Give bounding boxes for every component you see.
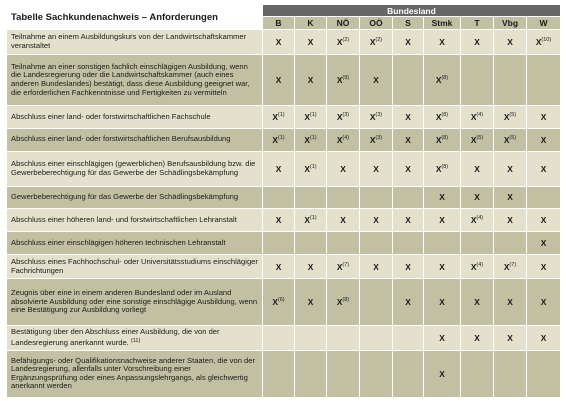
cell-stmk <box>424 186 461 209</box>
check-mark: X <box>307 75 314 85</box>
cell-t <box>461 209 494 232</box>
table-row <box>7 128 561 151</box>
requirement-text: Teilnahme an einem Ausbildungskurs von der Landwirtschaftskammer veranstaltet <box>11 32 247 50</box>
cell-vbg <box>494 209 527 232</box>
footnote-marker: (1) <box>309 112 317 119</box>
check-mark: X <box>470 261 477 272</box>
footnote-marker: (4) <box>476 112 484 119</box>
check-mark: X <box>540 112 547 123</box>
check-mark: X <box>439 261 445 272</box>
check-mark: X <box>474 163 480 174</box>
requirement-label <box>7 350 263 397</box>
cell-t <box>461 54 494 106</box>
cell-nö <box>327 54 360 106</box>
check-mark: X <box>439 36 445 47</box>
check-mark: X <box>507 36 513 47</box>
cell-vbg <box>494 128 527 151</box>
cell-nö <box>327 350 360 397</box>
cell-vbg <box>494 254 527 279</box>
check-mark: X <box>272 112 278 123</box>
cell-oö <box>360 106 393 129</box>
cell-oö <box>360 151 393 186</box>
cell-nö <box>327 30 360 55</box>
cell-stmk <box>424 350 461 397</box>
check-mark: X <box>336 36 343 47</box>
requirement-text: Abschluss einer höheren land- und forstwirtschaftlichen Lehranstalt <box>11 214 237 224</box>
footnote-marker: (2) <box>342 36 350 43</box>
cell-s <box>393 128 424 151</box>
check-mark: X <box>405 297 411 308</box>
requirement-text: Abschluss einer einschlägigen (gewerblichen) Berufsausbildung bzw. die Gewerbeberechtigung für das Gewerbe der Schädlingsbekämpfung <box>11 159 256 177</box>
cell-oö <box>360 350 393 397</box>
cell-nö <box>327 325 360 350</box>
requirement-text: Teilnahme an einer sonstigen fachlich einschlägigen Ausbildung, wenn die Landesregierung oder die Landwirtschaftskammer (auch eines anderen Bundeslandes) bestätigt, dass diese Ausbildung geeignet war, die erforderlichen Fachkenntnisse und Fertigkeiten zu vermitteln <box>11 61 250 97</box>
footnote-marker: (8) <box>441 134 449 141</box>
cell-w <box>527 232 561 255</box>
cell-t <box>461 350 494 397</box>
requirement-text: Abschluss eines Fachhochschul- oder Universitätsstudiums einschlägiger Fachrichtungen <box>11 256 258 275</box>
check-mark: X <box>503 112 510 123</box>
cell-s <box>393 232 424 255</box>
footnote-marker: (7) <box>342 261 350 268</box>
check-mark: X <box>435 134 442 145</box>
cell-vbg <box>494 350 527 397</box>
footnote-marker: (8) <box>342 297 350 304</box>
check-mark: X <box>369 36 376 47</box>
check-mark: X <box>507 332 513 343</box>
table-row <box>7 54 561 106</box>
cell-nö <box>327 128 360 151</box>
check-mark: X <box>474 36 480 47</box>
check-mark: X <box>507 297 513 308</box>
requirement-label <box>7 325 263 350</box>
check-mark: X <box>336 75 343 85</box>
cell-oö <box>360 30 393 55</box>
footnote-marker: (4) <box>476 261 484 268</box>
check-mark: X <box>503 134 510 145</box>
check-mark: X <box>336 134 343 145</box>
requirement-label <box>7 186 263 209</box>
check-mark: X <box>275 215 282 226</box>
check-mark: X <box>369 112 376 123</box>
footnote-marker: (11) <box>130 337 141 344</box>
cell-stmk <box>424 209 461 232</box>
cell-oö <box>360 279 393 325</box>
footnote-marker: (8) <box>441 112 449 119</box>
table-row <box>7 279 561 325</box>
table-row <box>7 186 561 209</box>
cell-w <box>527 209 561 232</box>
footnote-marker: (8) <box>441 75 449 81</box>
footnote-marker: (2) <box>375 36 383 43</box>
check-mark: X <box>275 75 282 85</box>
cell-k <box>295 325 327 350</box>
cell-stmk <box>424 151 461 186</box>
cell-s <box>393 254 424 279</box>
footnote-marker: (3) <box>375 112 383 119</box>
cell-k <box>295 209 327 232</box>
requirement-label <box>7 128 263 151</box>
cell-s <box>393 350 424 397</box>
footnote-marker: (9) <box>342 75 350 81</box>
check-mark: X <box>474 297 480 308</box>
requirement-label <box>7 151 263 186</box>
cell-k <box>295 350 327 397</box>
cell-stmk <box>424 128 461 151</box>
cell-t <box>461 186 494 209</box>
cell-vbg <box>494 186 527 209</box>
requirement-text: Gewerbeberechtigung für das Gewerbe der Schädlingsbekämpfung <box>11 192 239 202</box>
cell-s <box>393 186 424 209</box>
footnote-marker: (3) <box>375 134 383 141</box>
cell-b <box>263 186 295 209</box>
check-mark: X <box>439 215 445 226</box>
cell-oö <box>360 128 393 151</box>
column-header: B <box>263 17 295 30</box>
cell-t <box>461 254 494 279</box>
check-mark: X <box>336 261 343 272</box>
footnote-marker: (5) <box>509 112 517 119</box>
cell-nö <box>327 106 360 129</box>
cell-vbg <box>494 54 527 106</box>
cell-t <box>461 279 494 325</box>
requirement-label <box>7 209 263 232</box>
check-mark: X <box>336 112 343 123</box>
check-mark: X <box>405 261 411 272</box>
cell-oö <box>360 209 393 232</box>
check-mark: X <box>540 261 547 272</box>
cell-t <box>461 128 494 151</box>
cell-k <box>295 232 327 255</box>
requirement-label <box>7 106 263 129</box>
column-header: OÖ <box>360 17 393 30</box>
requirements-table <box>6 4 561 398</box>
cell-b <box>263 254 295 279</box>
cell-stmk <box>424 279 461 325</box>
cell-nö <box>327 254 360 279</box>
cell-b <box>263 325 295 350</box>
table-title: Tabelle Sachkundenachweis – Anforderungen <box>7 5 263 30</box>
cell-s <box>393 325 424 350</box>
table-row <box>7 350 561 397</box>
cell-vbg <box>494 325 527 350</box>
check-mark: X <box>373 163 379 174</box>
check-mark: X <box>405 36 411 47</box>
requirement-label <box>7 30 263 55</box>
requirement-text: Bestätigung über den Abschluss einer Ausbildung, die von der Landesregierung anerkannt wurde. <box>11 327 220 347</box>
cell-w <box>527 128 561 151</box>
footnote-marker: (4) <box>476 215 484 222</box>
check-mark: X <box>304 134 310 145</box>
requirement-text: Abschluss einer einschlägigen höheren technischen Lehranstalt <box>11 237 226 247</box>
cell-t <box>461 325 494 350</box>
check-mark: X <box>405 134 411 145</box>
check-mark: X <box>503 261 510 272</box>
footnote-marker: (4) <box>342 134 350 141</box>
check-mark: X <box>470 112 477 123</box>
check-mark: X <box>439 192 445 203</box>
check-mark: X <box>340 215 346 226</box>
check-mark: X <box>439 332 445 343</box>
cell-k <box>295 254 327 279</box>
requirement-label <box>7 254 263 279</box>
cell-oö <box>360 325 393 350</box>
cell-t <box>461 151 494 186</box>
footnote-marker: (1) <box>309 163 317 170</box>
check-mark: X <box>373 215 379 226</box>
check-mark: X <box>405 163 411 174</box>
table-row <box>7 30 561 55</box>
cell-w <box>527 279 561 325</box>
cell-s <box>393 151 424 186</box>
check-mark: X <box>540 237 547 248</box>
column-header: Stmk <box>424 17 461 30</box>
cell-nö <box>327 186 360 209</box>
cell-nö <box>327 151 360 186</box>
footnote-marker: (7) <box>509 261 517 268</box>
requirement-text: Abschluss einer land- oder forstwirtschaftlichen Fachschule <box>11 111 211 121</box>
footnote-marker: (1) <box>277 112 285 119</box>
cell-b <box>263 106 295 129</box>
footnote-marker: (5) <box>476 134 484 141</box>
cell-k <box>295 30 327 55</box>
column-header: W <box>527 17 561 30</box>
check-mark: X <box>507 192 513 203</box>
table-row <box>7 232 561 255</box>
check-mark: X <box>275 163 282 174</box>
table-row <box>7 151 561 186</box>
cell-stmk <box>424 30 461 55</box>
footnote-marker: (6) <box>277 297 285 304</box>
table-body <box>7 30 561 398</box>
footnote-marker: (3) <box>342 112 350 119</box>
cell-w <box>527 54 561 106</box>
check-mark: X <box>307 36 314 47</box>
footnote-marker: (5) <box>509 134 517 141</box>
check-mark: X <box>275 261 282 272</box>
footnote-marker: (8) <box>441 163 449 170</box>
requirement-text: Zeugnis über eine in einem anderen Bundesland oder im Ausland absolvierte Ausbildung oder eine sonstige einschlägige Ausbildung, wenn eine Bestätigung zur Ausbildung vorliegt <box>11 288 258 315</box>
check-mark: X <box>405 215 411 226</box>
cell-oö <box>360 232 393 255</box>
cell-w <box>527 186 561 209</box>
cell-w <box>527 30 561 55</box>
cell-t <box>461 30 494 55</box>
cell-w <box>527 151 561 186</box>
cell-nö <box>327 232 360 255</box>
cell-w <box>527 325 561 350</box>
requirement-text: Abschluss einer land- oder forstwirtschaftlichen Berufsausbildung <box>11 134 231 144</box>
check-mark: X <box>540 134 547 145</box>
check-mark: X <box>474 332 480 343</box>
cell-b <box>263 232 295 255</box>
check-mark: X <box>307 261 314 272</box>
cell-s <box>393 106 424 129</box>
check-mark: X <box>405 112 411 123</box>
check-mark: X <box>369 134 376 145</box>
check-mark: X <box>439 297 445 308</box>
requirement-label <box>7 232 263 255</box>
cell-vbg <box>494 232 527 255</box>
cell-oö <box>360 186 393 209</box>
check-mark: X <box>304 112 310 123</box>
check-mark: X <box>373 261 379 272</box>
column-header: K <box>295 17 327 30</box>
cell-k <box>295 186 327 209</box>
table-row <box>7 209 561 232</box>
cell-b <box>263 151 295 186</box>
cell-stmk <box>424 254 461 279</box>
cell-k <box>295 151 327 186</box>
check-mark: X <box>435 112 442 123</box>
check-mark: X <box>540 163 547 174</box>
cell-t <box>461 106 494 129</box>
column-header: NÖ <box>327 17 360 30</box>
cell-w <box>527 254 561 279</box>
cell-s <box>393 30 424 55</box>
check-mark: X <box>540 332 547 343</box>
table-row <box>7 325 561 350</box>
check-mark: X <box>470 134 477 145</box>
cell-w <box>527 106 561 129</box>
cell-stmk <box>424 232 461 255</box>
cell-s <box>393 54 424 106</box>
cell-b <box>263 128 295 151</box>
check-mark: X <box>540 215 547 226</box>
check-mark: X <box>470 215 477 226</box>
requirement-label <box>7 279 263 325</box>
column-header: Vbg <box>494 17 527 30</box>
cell-vbg <box>494 279 527 325</box>
check-mark: X <box>435 75 442 85</box>
check-mark: X <box>272 297 278 308</box>
table-row <box>7 106 561 129</box>
check-mark: X <box>340 163 346 174</box>
cell-w <box>527 350 561 397</box>
footnote-marker: (1) <box>309 134 317 141</box>
column-header: T <box>461 17 494 30</box>
requirement-label <box>7 54 263 106</box>
group-header: Bundesland <box>263 5 561 17</box>
cell-vbg <box>494 151 527 186</box>
cell-b <box>263 209 295 232</box>
check-mark: X <box>507 163 513 174</box>
check-mark: X <box>272 134 278 145</box>
cell-stmk <box>424 325 461 350</box>
check-mark: X <box>435 163 442 174</box>
cell-t <box>461 232 494 255</box>
requirement-text: Befähigungs- oder Qualifikationsnachweise anderer Staaten, die von der Landesregierung, allenfalls unter Vorschreibung einer Ergänzungsprüfung oder eines Anpassungslehrgangs, als gleichwertig anerkannt werden <box>11 355 255 391</box>
cell-vbg <box>494 30 527 55</box>
check-mark: X <box>439 368 445 379</box>
cell-k <box>295 54 327 106</box>
cell-b <box>263 279 295 325</box>
cell-oö <box>360 254 393 279</box>
check-mark: X <box>304 163 310 174</box>
cell-s <box>393 209 424 232</box>
column-header: S <box>393 17 424 30</box>
check-mark: X <box>304 215 310 226</box>
cell-s <box>393 279 424 325</box>
check-mark: X <box>535 36 542 47</box>
cell-k <box>295 279 327 325</box>
cell-nö <box>327 279 360 325</box>
table-row <box>7 254 561 279</box>
cell-vbg <box>494 106 527 129</box>
check-mark: X <box>373 75 379 85</box>
footnote-marker: (10) <box>541 36 552 43</box>
check-mark: X <box>507 215 513 226</box>
footnote-marker: (1) <box>277 134 285 141</box>
cell-oö <box>360 54 393 106</box>
cell-k <box>295 106 327 129</box>
check-mark: X <box>336 297 343 308</box>
cell-b <box>263 54 295 106</box>
cell-b <box>263 350 295 397</box>
cell-nö <box>327 209 360 232</box>
cell-stmk <box>424 54 461 106</box>
cell-stmk <box>424 106 461 129</box>
cell-b <box>263 30 295 55</box>
check-mark: X <box>307 297 314 308</box>
check-mark: X <box>474 192 480 203</box>
check-mark: X <box>540 297 547 308</box>
cell-k <box>295 128 327 151</box>
check-mark: X <box>275 36 282 47</box>
footnote-marker: (1) <box>309 215 317 222</box>
